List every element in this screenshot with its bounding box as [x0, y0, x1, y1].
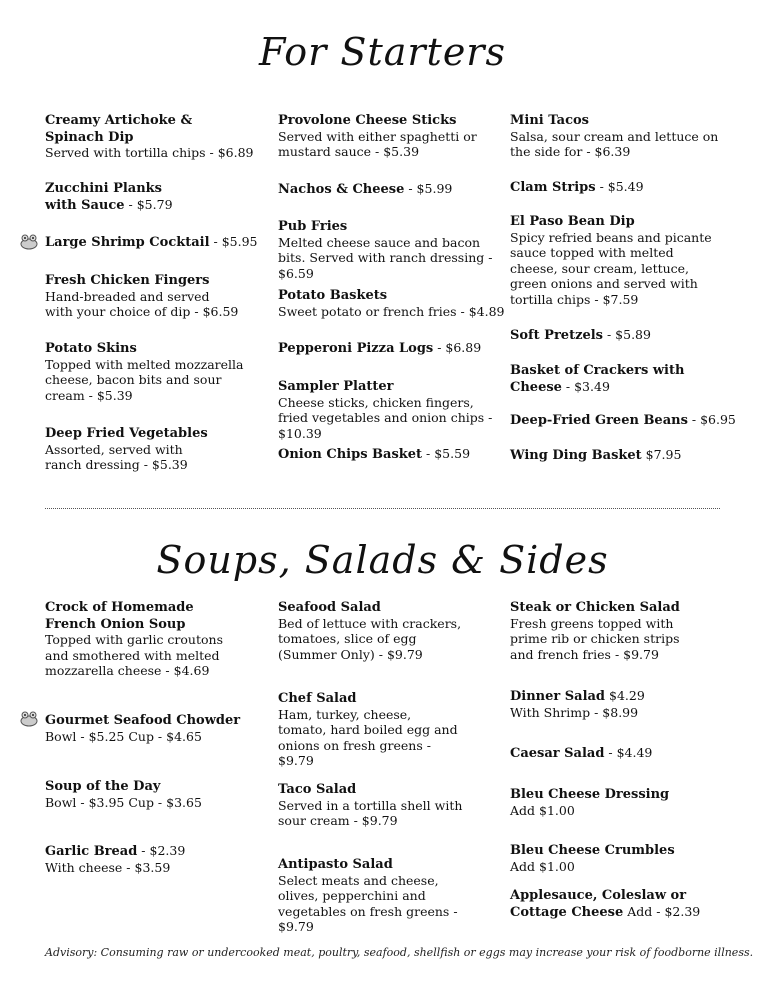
menu-item	[45, 234, 265, 251]
section-divider	[45, 508, 720, 509]
menu-item	[510, 786, 710, 818]
item-desc: Sweet potato or french fries - $4.89	[278, 303, 505, 319]
menu-item	[278, 378, 506, 441]
item-name: Seafood Salad	[278, 600, 381, 615]
menu-item	[510, 412, 745, 429]
item-name: Deep Fried Vegetables	[45, 426, 208, 441]
item-name: Nachos & Cheese	[278, 182, 405, 197]
menu-item	[45, 712, 265, 744]
title-for-starters: For Starters	[259, 30, 506, 74]
item-name: Garlic Bread	[45, 844, 138, 859]
item-name: Potato Baskets	[278, 288, 388, 303]
item-price: - $5.49	[595, 179, 644, 194]
menu-item	[510, 179, 735, 196]
menu-item	[45, 425, 220, 473]
item-price: - $5.79	[124, 196, 173, 212]
menu-item	[278, 287, 506, 319]
item-desc: Served with either spaghetti or mustard sauce - $5.39	[278, 128, 477, 160]
menu-item	[45, 272, 240, 320]
item-name: Bleu Cheese Crumbles	[510, 843, 675, 858]
item-desc: Served in a tortilla shell with sour cream - $9.79	[278, 797, 463, 829]
item-name: Soup of the Day	[45, 779, 161, 794]
item-price: - $4.49	[604, 745, 653, 760]
item-name: Pub Fries	[278, 219, 348, 234]
item-desc: Select meats and cheese, olives, pepperchini and vegetables on fresh greens - $9.79	[278, 872, 458, 935]
item-desc: Bed of lettuce with crackers, tomatoes, slice of egg (Summer Only) - $9.79	[278, 615, 462, 662]
menu-item	[45, 778, 265, 810]
item-price: - $5.95	[209, 234, 258, 249]
item-name: Potato Skins	[45, 341, 137, 356]
item-name: Large Shrimp Cocktail	[45, 235, 210, 250]
item-price: - $5.89	[603, 327, 651, 342]
item-name: Creamy Artichoke & Spinach Dip	[45, 113, 193, 145]
frog-icon	[19, 709, 39, 727]
item-price: - $5.99	[404, 181, 453, 196]
item-name: El Paso Bean Dip	[510, 214, 635, 229]
item-name: Zucchini Planks with Sauce	[45, 181, 162, 213]
item-desc: Topped with garlic croutons and smothered with melted mozzarella cheese - $4.69	[45, 632, 223, 679]
menu-item	[510, 599, 695, 662]
menu-item	[510, 327, 735, 344]
item-desc: Assorted, served with ranch dressing - $5.39	[45, 441, 188, 473]
menu-item	[278, 599, 463, 662]
item-desc: With cheese - $3.59	[45, 859, 171, 875]
menu-item	[278, 218, 506, 281]
item-price: - $2.39	[137, 843, 186, 858]
menu-item	[45, 112, 255, 161]
item-price: - $3.49	[561, 378, 610, 394]
item-price: - $6.89	[433, 340, 482, 355]
item-desc: Fresh greens topped with prime rib or chicken strips and french fries - $9.79	[510, 615, 680, 662]
item-desc: Cheese sticks, chicken fingers, fried vegetables and onion chips - $10.39	[278, 394, 493, 441]
item-name: Dinner Salad	[510, 689, 606, 704]
menu-item	[45, 340, 245, 403]
item-name: Deep-Fried Green Beans	[510, 413, 688, 428]
item-name: Provolone Cheese Sticks	[278, 113, 457, 128]
item-price: Add - $2.39	[623, 903, 701, 919]
menu-item	[510, 745, 710, 762]
item-desc: Spicy refried beans and picante sauce topped with melted cheese, sour cream, lettuce, green onions and served with tortilla chips - $7.59	[510, 229, 712, 307]
title-soups-salads-sides: Soups, Salads & Sides	[156, 538, 609, 582]
item-desc: Add $1.00	[510, 858, 575, 874]
item-price: $4.29	[605, 688, 645, 703]
menu-item	[278, 781, 463, 829]
item-desc: Bowl - $3.95 Cup - $3.65	[45, 794, 202, 810]
item-desc: Add $1.00	[510, 802, 575, 818]
item-name: Basket of Crackers with Cheese	[510, 363, 685, 395]
item-desc: Hand-breaded and served with your choice of dip - $6.59	[45, 288, 239, 320]
item-name: Steak or Chicken Salad	[510, 600, 680, 615]
menu-item	[510, 112, 735, 160]
menu-item	[510, 362, 710, 395]
item-name: Chef Salad	[278, 691, 357, 706]
item-desc: Bowl - $5.25 Cup - $4.65	[45, 728, 202, 744]
item-desc: Topped with melted mozzarella cheese, bacon bits and sour cream - $5.39	[45, 356, 244, 403]
item-name: Crock of Homemade French Onion Soup	[45, 600, 194, 632]
item-name: Sampler Platter	[278, 379, 394, 394]
menu-item	[510, 887, 715, 920]
item-name: Fresh Chicken Fingers	[45, 273, 210, 288]
item-name: Clam Strips	[510, 180, 596, 195]
item-name: Mini Tacos	[510, 113, 590, 128]
menu-item	[278, 340, 506, 357]
item-price: - $6.95	[687, 412, 736, 427]
frog-icon	[19, 232, 39, 250]
item-price: - $5.59	[422, 446, 471, 461]
menu-item	[510, 447, 745, 464]
menu-item	[278, 856, 473, 935]
item-name: Antipasto Salad	[278, 857, 393, 872]
menu-item	[510, 213, 715, 308]
item-desc: With Shrimp - $8.99	[510, 704, 639, 720]
item-name: Soft Pretzels	[510, 328, 603, 343]
menu-item	[45, 843, 265, 875]
menu-item	[278, 181, 493, 198]
menu-item	[45, 180, 195, 213]
item-desc: Salsa, sour cream and lettuce on the side for - $6.39	[510, 128, 719, 160]
menu-item	[510, 842, 710, 874]
menu-item	[278, 446, 506, 463]
menu-item	[278, 112, 493, 160]
item-name: Pepperoni Pizza Logs	[278, 341, 434, 356]
menu-item	[278, 690, 463, 769]
item-desc: Served with tortilla chips - $6.89	[45, 145, 254, 161]
item-name: Bleu Cheese Dressing	[510, 787, 670, 802]
advisory-note: Advisory: Consuming raw or undercooked meat, poultry, seafood, shellfish or eggs may increase your risk of foodborne illness.	[45, 946, 754, 959]
item-desc: Ham, turkey, cheese, tomato, hard boiled egg and onions on fresh greens - $9.79	[278, 706, 458, 769]
item-name: Caesar Salad	[510, 746, 605, 761]
item-name: Applesauce, Coleslaw or Cottage Cheese	[510, 888, 687, 920]
item-price: $7.95	[641, 447, 682, 462]
item-desc: Melted cheese sauce and bacon bits. Served with ranch dressing - $6.59	[278, 234, 493, 281]
item-name: Taco Salad	[278, 782, 357, 797]
item-name: Wing Ding Basket	[510, 448, 642, 463]
menu-item	[510, 688, 695, 720]
item-name: Onion Chips Basket	[278, 447, 423, 462]
item-name: Gourmet Seafood Chowder	[45, 713, 241, 728]
menu-item	[45, 599, 225, 679]
